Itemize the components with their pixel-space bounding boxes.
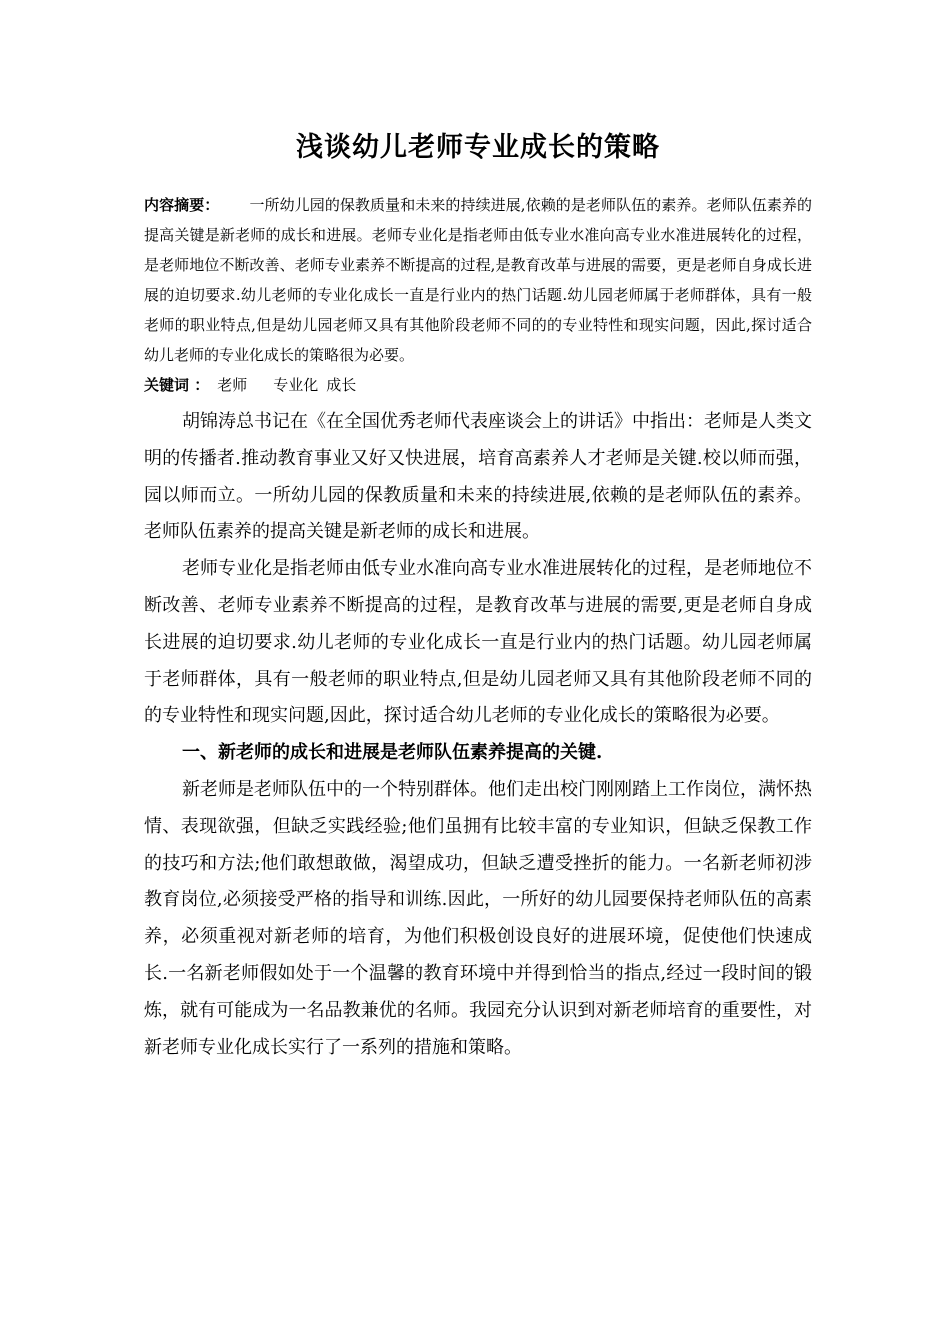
keyword-item: 专业化 [273,376,319,394]
abstract [144,190,812,370]
keyword-item: 成长 [326,376,357,394]
keywords [144,370,812,400]
body-paragraph: 老师专业化是指老师由低专业水准向高专业水准进展转化的过程，是老师地位不断改善、老师专业素养不断提高的过程，是教育改革与进展的需要,更是老师自身成长进展的迫切要求.幼儿老师的专业化成长一直是行业内的热门话题。幼儿园老师属于老师群体，具有一般老师的职业特点,但是幼儿园老师又具有其他阶段老师不同的的专业特性和现实问题,因此，探讨适合幼儿老师的专业化成长的策略很为必要。 [144,558,812,727]
keywords-label: 关键词 ： [144,376,210,394]
abstract-text: 一所幼儿园的保教质量和未来的持续进展,依赖的是老师队伍的素养。老师队伍素养的提高关键是新老师的成长和进展。老师专业化是指老师由低专业水准向高专业水准进展转化的过程，是老师地位不断改善、老师专业素养不断提高的过程,是教育改革与进展的需要，更是老师自身成长进展的迫切要求.幼儿老师的专业化成长一直是行业内的热门话题.幼儿园老师属于老师群体，具有一般老师的职业特点,但是幼儿园老师又具有其他阶段老师不同的的专业特性和现实问题，因此,探讨适合幼儿老师的专业化成长的策略很为必要。 [144,196,812,364]
body-paragraph: 胡锦涛总书记在《在全国优秀老师代表座谈会上的讲话》中指出：老师是人类文明的传播者.推动教育事业又好又快进展，培育高素养人才老师是关键.校以师而强，园以师而立。一所幼儿园的保教质量和未来的持续进展,依赖的是老师队伍的素养。老师队伍素养的提高关键是新老师的成长和进展。 [144,411,812,543]
document-title: 浅谈幼儿老师专业成长的策略 [296,132,660,163]
document-page [144,128,812,1066]
abstract-label: 内容摘要： [144,196,220,214]
section-heading: 一、新老师的成长和进展是老师队伍素养提高的关键. [182,742,603,764]
body-paragraph: 新老师是老师队伍中的一个特别群体。他们走出校门刚刚踏上工作岗位，满怀热情、表现欲强，但缺乏实践经验;他们虽拥有比较丰富的专业知识，但缺乏保教工作的技巧和方法;他们敢想敢做，渴望成功，但缺乏遭受挫折的能力。一名新老师初涉教育岗位,必须接受严格的指导和训练.因此，一所好的幼儿园要保持老师队伍的高素养，必须重视对新老师的培育，为他们积极创设良好的进展环境，促使他们快速成长.一名新老师假如处于一个温馨的教育环境中并得到恰当的指点,经过一段时间的锻炼，就有可能成为一名品教兼优的名师。我园充分认识到对新老师培育的重要性，对新老师专业化成长实行了一系列的措施和策略。 [144,778,812,1058]
keyword-item: 老师 [217,376,248,394]
